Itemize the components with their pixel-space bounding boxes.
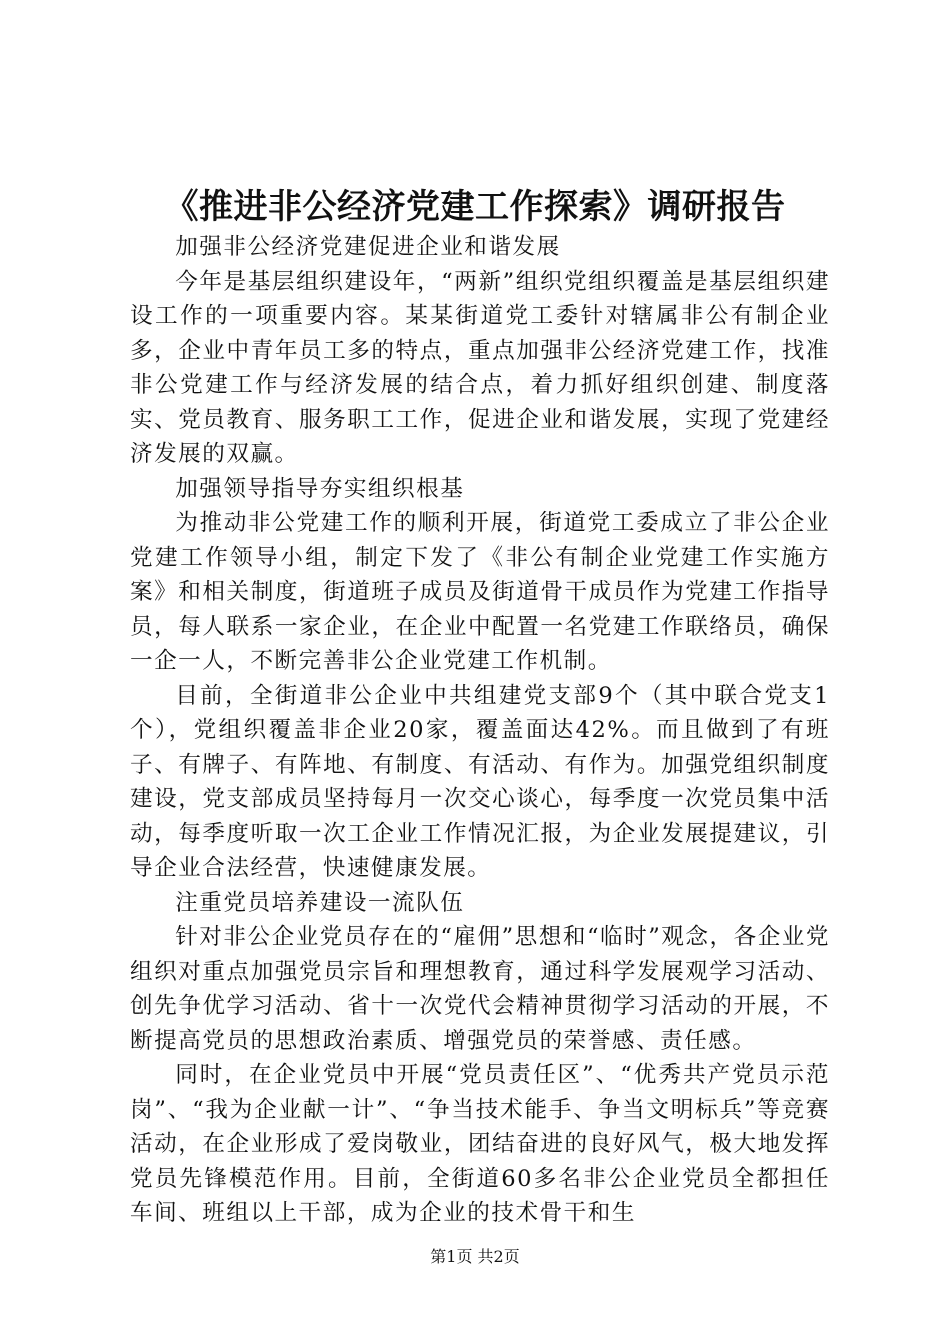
document-subtitle: 加强非公经济党建促进企业和谐发展 xyxy=(175,234,561,260)
section-heading: 加强领导指导夯实组织根基 xyxy=(175,475,465,502)
body-paragraph: 今年是基层组织建设年，“两新”组织党组织覆盖是基层组织建设工作的一项重要内容。某某街道党工委针对辖属非公有制企业多，企业中青年员工多的特点，重点加强非公经济党建工作，找准非公党建工作与经济发展的结合点，着力抓好组织创建、制度落实、党员教育、服务职工工作，促进企业和谐发展，实现了党建经济发展的双赢。 xyxy=(130,268,830,467)
body-paragraph: 同时，在企业党员中开展“党员责任区”、“优秀共产党员示范岗”、“我为企业献一计”、“争当技术能手、争当文明标兵”等竞赛活动，在企业形成了爱岗敬业，团结奋进的良好风气，极大地发挥党员先锋模范作用。目前，全街道60多名非公企业党员全都担任车间、班组以上干部，成为企业的技术骨干和生 xyxy=(130,1062,830,1226)
document-body xyxy=(130,230,830,1231)
body-paragraph: 针对非公企业党员存在的“雇佣”思想和“临时”观念，各企业党组织对重点加强党员宗旨和理想教育，通过科学发展观学习活动、创先争优学习活动、省十一次党代会精神贯彻学习活动的开展，不断提高党员的思想政治素质、增强党员的荣誉感、责任感。 xyxy=(130,924,830,1054)
body-paragraph: 为推动非公党建工作的顺利开展，街道党工委成立了非公企业党建工作领导小组，制定下发了《非公有制企业党建工作实施方案》和相关制度，街道班子成员及街道骨干成员作为党建工作指导员，每人联系一家企业，在企业中配置一名党建工作联络员，确保一企一人，不断完善非公企业党建工作机制。 xyxy=(130,510,830,674)
body-paragraph: 目前，全街道非公企业中共组建党支部9个（其中联合党支1个），党组织覆盖非企业20家，覆盖面达42%。而且做到了有班子、有牌子、有阵地、有制度、有活动、有作为。加强党组织制度建设，党支部成员坚持每月一次交心谈心，每季度一次党员集中活动，每季度听取一次工企业工作情况汇报，为企业发展提建议，引导企业合法经营，快速健康发展。 xyxy=(130,682,830,881)
section-heading: 注重党员培养建设一流队伍 xyxy=(175,889,465,916)
document-title: 《推进非公经济党建工作探索》调研报告 xyxy=(164,187,786,227)
page-number-footer: 第1页 共2页 xyxy=(430,1247,520,1266)
